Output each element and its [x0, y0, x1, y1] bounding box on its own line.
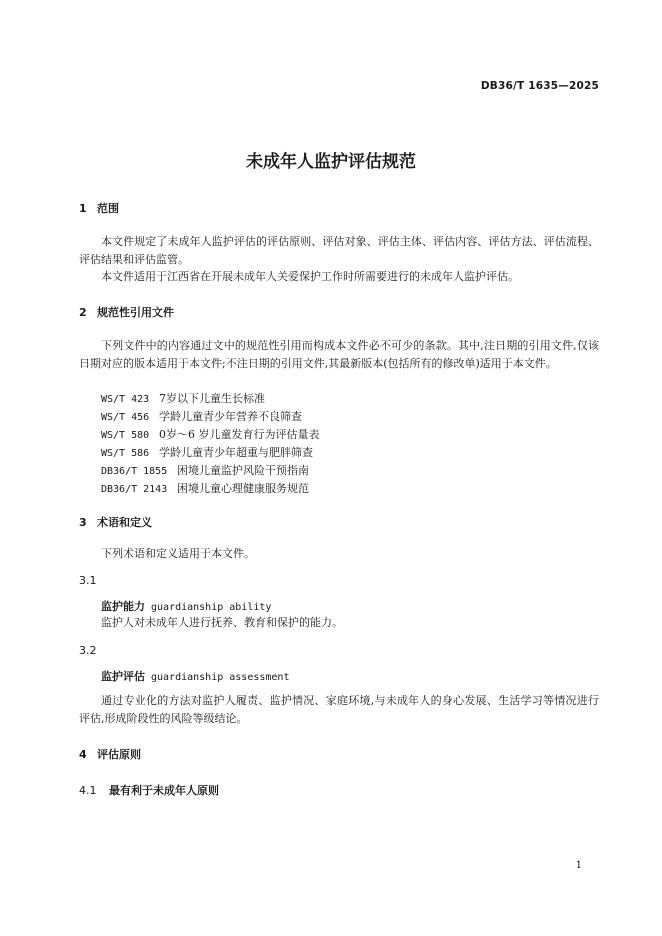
term-definition: 监护人对未成年人进行抚养、教育和保护的能力。 [101, 616, 343, 629]
term-english: guardianship assessment [151, 672, 290, 683]
section-2-heading [79, 304, 174, 320]
document-title: 未成年人监护评估规范 [246, 152, 416, 172]
section-number: 3 [79, 516, 87, 529]
term-definition: 通过专业化的方法对监护人履责、监护情况、家庭环境,与未成年人的身心发展、生活学习等情况进行评估,形成阶段性的风险等级结论。 [79, 694, 599, 725]
reference-name: 7岁以下儿童生长标准 [159, 392, 265, 405]
page-number: 1 [575, 860, 582, 871]
section-number: 2 [79, 306, 87, 319]
reference-code: WS/T 586 [101, 448, 150, 459]
section-title: 评估原则 [97, 748, 141, 761]
scope-paragraph-1: 本文件规定了未成年人监护评估的评估原则、评估对象、评估主体、评估内容、评估方法、评估流程、评估结果和评估监管。 [79, 235, 599, 266]
reference-name: 学龄儿童青少年营养不良筛查 [159, 410, 302, 423]
reference-name: 困境儿童心理健康服务规范 [177, 482, 309, 495]
reference-name: 0岁～6 岁儿童发育行为评估量表 [159, 428, 320, 441]
reference-item [101, 444, 313, 460]
term-number: 3.1 [79, 574, 97, 587]
section-title: 范围 [97, 202, 119, 215]
section-number: 1 [79, 202, 87, 215]
section-title: 规范性引用文件 [97, 306, 174, 319]
section-1-heading [79, 200, 119, 216]
reference-item [101, 462, 309, 478]
reference-name: 困境儿童监护风险干预指南 [177, 464, 309, 477]
reference-code: WS/T 456 [101, 412, 150, 423]
section-title: 术语和定义 [97, 516, 152, 529]
term-chinese: 监护评估 [101, 670, 145, 683]
terms-intro-paragraph: 下列术语和定义适用于本文件。 [101, 547, 255, 560]
reference-code: DB36/T 2143 [101, 484, 168, 495]
reference-item [101, 390, 265, 406]
reference-code: DB36/T 1855 [101, 466, 168, 477]
reference-item [101, 426, 320, 442]
reference-item [101, 408, 302, 424]
normative-references-paragraph: 下列文件中的内容通过文中的规范性引用而构成本文件必不可少的条款。其中,注日期的引用文件,仅该日期对应的版本适用于本文件;不注日期的引用文件,其最新版本(包括所有的修改单)适用于本文件。 [79, 339, 599, 370]
term-entry [101, 668, 289, 684]
reference-code: WS/T 423 [101, 394, 150, 405]
term-chinese: 监护能力 [101, 600, 145, 613]
section-3-heading [79, 514, 152, 530]
subsection-title: 最有利于未成年人原则 [109, 784, 219, 797]
section-4-heading [79, 746, 141, 762]
section-number: 4 [79, 748, 87, 761]
scope-paragraph-2: 本文件适用于江西省在开展未成年人关爱保护工作时所需要进行的未成年人监护评估。 [101, 270, 519, 283]
document-number: DB36/T 1635—2025 [480, 80, 599, 92]
reference-name: 学龄儿童青少年超重与肥胖筛查 [159, 446, 313, 459]
subsection-number: 4.1 [79, 784, 97, 797]
reference-item [101, 480, 309, 496]
term-number: 3.2 [79, 644, 97, 657]
subsection-4-1-heading [79, 782, 219, 798]
term-english: guardianship ability [151, 602, 272, 613]
term-entry [101, 598, 271, 614]
reference-code: WS/T 580 [101, 430, 150, 441]
